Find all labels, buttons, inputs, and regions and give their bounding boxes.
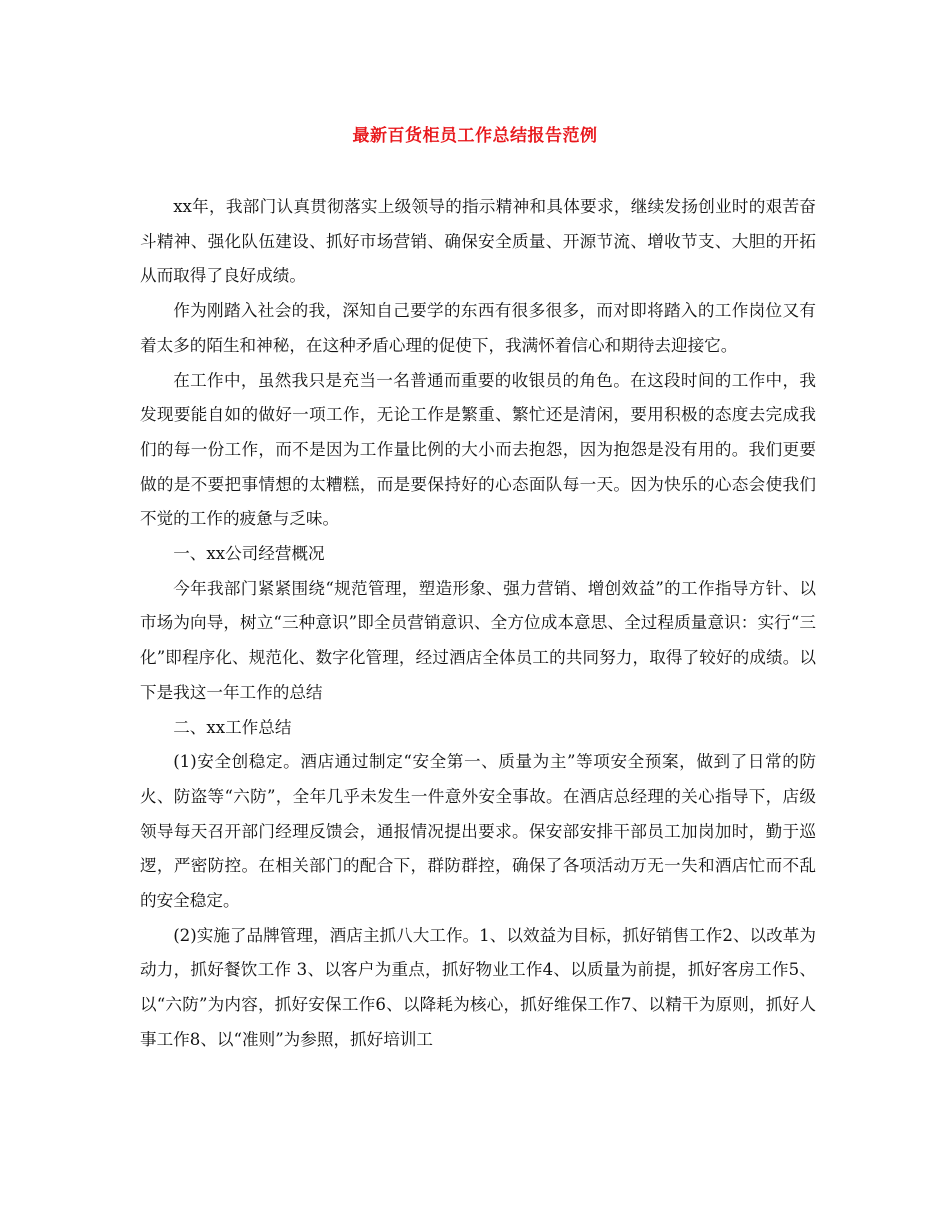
paragraph-work-attitude: 在工作中，虽然我只是充当一名普通而重要的收银员的角色。在这段时间的工作中，我发现要能自如的做好一项工作，无论工作是繁重、繁忙还是清闲，要用积极的态度去完成我们的每一份工作，而不是因为工作量比例的大小而去抱怨，因为抱怨是没有用的。我们更要做的是不要把事情想的太糟糕，而是要保持好的心态面队每一天。因为快乐的心态会使我们不觉的工作的疲惫与乏味。 [140, 370, 816, 529]
paragraph-intro: xx年，我部门认真贯彻落实上级领导的指示精神和具体要求，继续发扬创业时的艰苦奋斗精神、强化队伍建设、抓好市场营销、确保安全质量、开源节流、增收节支、大胆的开拓从而取得了良好成绩。 [140, 197, 816, 286]
paragraph-overview: 今年我部门紧紧围绕“规范管理，塑造形象、强力营销、增创效益”的工作指导方针、以市场为向导，树立“三种意识”即全员营销意识、全方位成本意思、全过程质量意识：实行“三化”即程序化、规范化、数字化管理，经过酒店全体员工的共同努力，取得了较好的成绩。以下是我这一年工作的总结 [140, 578, 816, 702]
paragraph-safety: (1)安全创稳定。酒店通过制定“安全第一、质量为主”等项安全预案，做到了日常的防火、防盗等“六防”，全年几乎未发生一件意外安全事故。在酒店总经理的关心指导下，店级领导每天召开部门经理反馈会，通报情况提出要求。保安部安排干部员工加岗加时，勤于巡逻，严密防控。在相关部门的配合下，群防群控，确保了各项活动万无一失和酒店忙而不乱的安全稳定。 [140, 752, 816, 911]
paragraph-brand-management: (2)实施了品牌管理，酒店主抓八大工作。1、以效益为目标，抓好销售工作2、以改革为动力，抓好餐饮工作 3、以客户为重点，抓好物业工作4、以质量为前提，抓好客房工作5、以“六防”为内容，抓好安保工作6、以降耗为核心，抓好维保工作7、以精干为原则，抓好人事工作8、以“准则”为参照，抓好培训工 [140, 925, 816, 1049]
section-heading-overview: 一、xx公司经营概况 [173, 544, 325, 564]
section-heading-summary: 二、xx工作总结 [173, 717, 292, 737]
document-body [140, 190, 816, 1058]
document-title: 最新百货柜员工作总结报告范例 [352, 126, 598, 146]
paragraph-newcomer: 作为刚踏入社会的我，深知自己要学的东西有很多很多，而对即将踏入的工作岗位又有着太多的陌生和神秘，在这种矛盾心理的促使下，我满怀着信心和期待去迎接它。 [140, 301, 816, 355]
